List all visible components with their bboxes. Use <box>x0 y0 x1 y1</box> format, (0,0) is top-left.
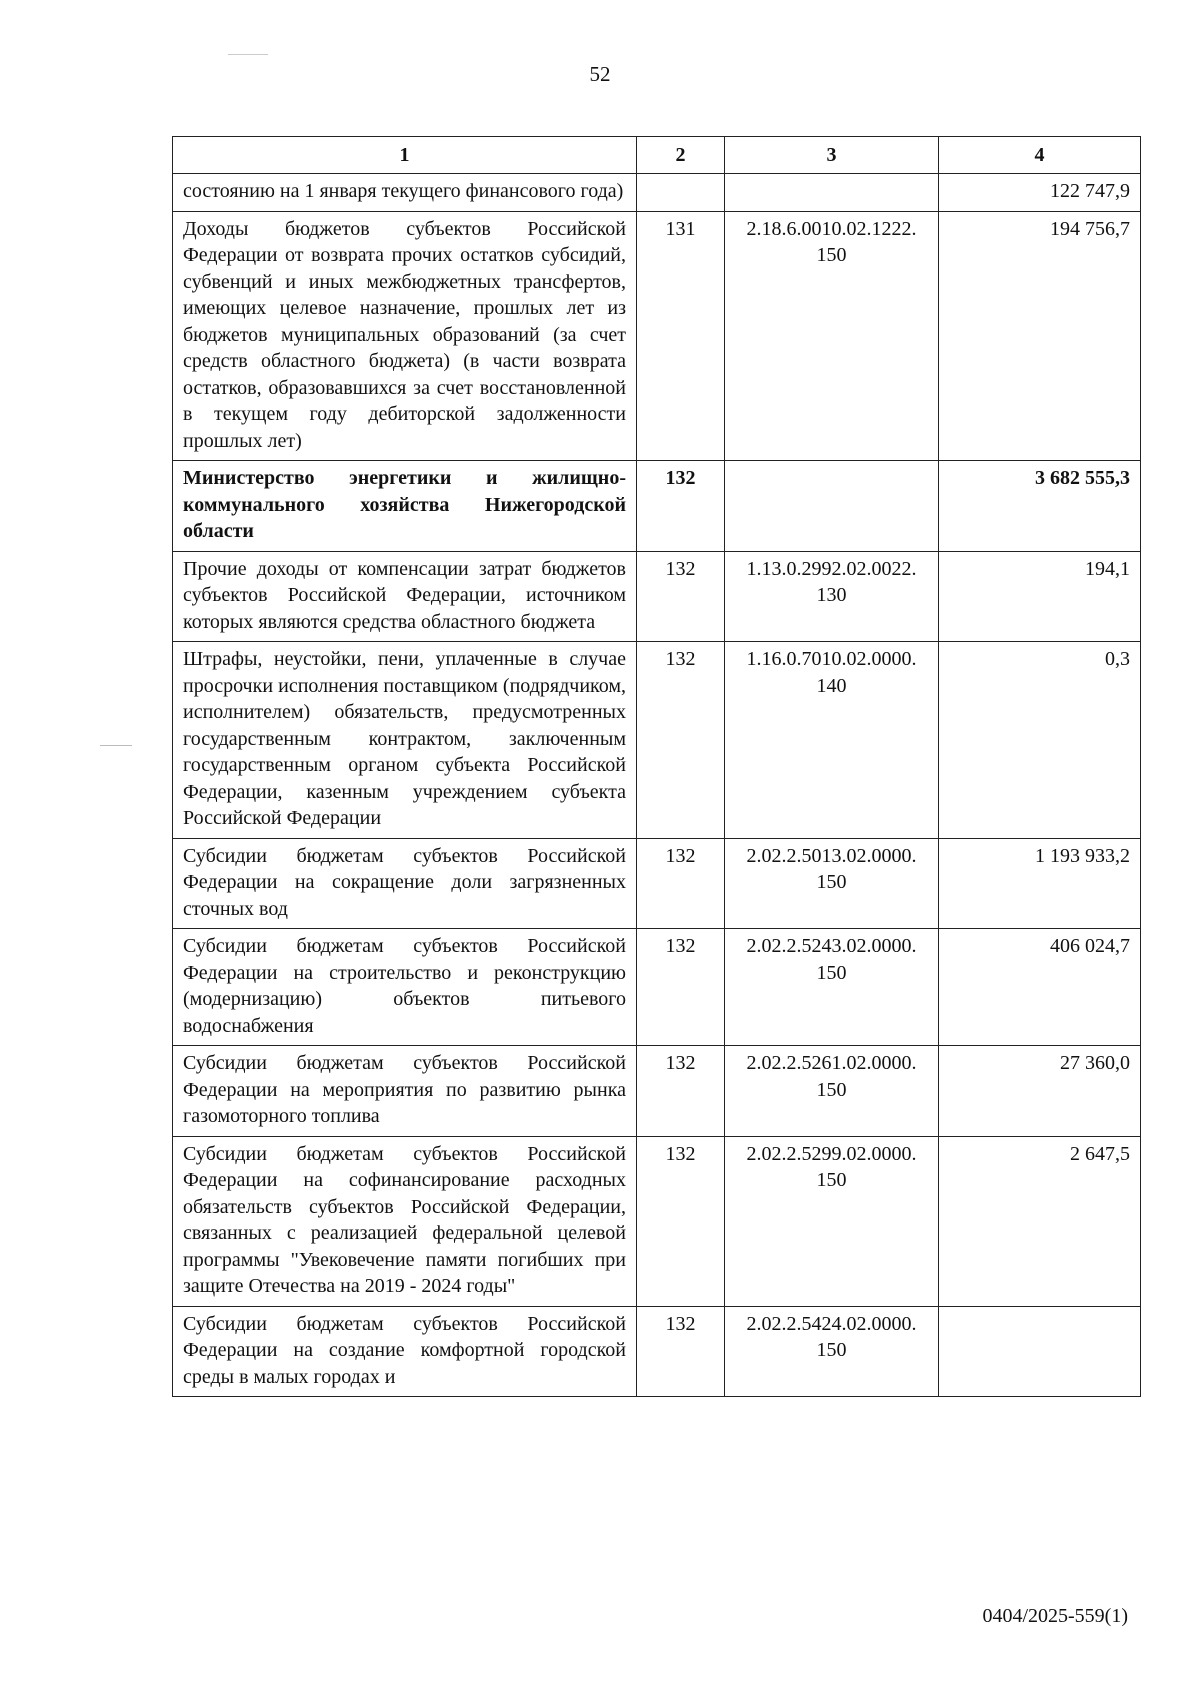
table-row <box>173 1046 1141 1137</box>
amount-cell: 194,1 <box>939 551 1141 642</box>
admin-code-cell: 132 <box>637 1046 725 1137</box>
name-cell: Доходы бюджетов субъектов Российской Федерации от возврата прочих остатков субсидий, субвенций и иных межбюджетных трансфертов, имеющих целевое назначение, прошлых лет из бюджетов муниципальных образований (за счет средств областного бюджета) (в части возврата остатков, образовавшихся за счет восстановленной в текущем году дебиторской задолженности прошлых лет) <box>173 211 637 461</box>
admin-code-cell: 132 <box>637 929 725 1046</box>
classification-code-cell: 2.02.2.5424.02.0000. 150 <box>725 1306 939 1397</box>
classification-code-cell: 2.02.2.5243.02.0000. 150 <box>725 929 939 1046</box>
table-row <box>173 838 1141 929</box>
table-row <box>173 929 1141 1046</box>
admin-code-cell: 131 <box>637 211 725 461</box>
table-row <box>173 1136 1141 1306</box>
name-cell: Субсидии бюджетам субъектов Российской Федерации на строительство и реконструкцию (модернизацию) объектов питьевого водоснабжения <box>173 929 637 1046</box>
classification-code-cell: 2.02.2.5013.02.0000. 150 <box>725 838 939 929</box>
amount-cell: 406 024,7 <box>939 929 1141 1046</box>
scan-mark <box>228 54 268 55</box>
admin-code-cell: 132 <box>637 838 725 929</box>
amount-cell: 3 682 555,3 <box>939 461 1141 552</box>
admin-code-cell: 132 <box>637 1136 725 1306</box>
page-number: 52 <box>589 62 611 86</box>
admin-code-cell: 132 <box>637 1306 725 1397</box>
admin-code-cell: 132 <box>637 642 725 839</box>
budget-table <box>172 136 1141 1397</box>
table-body <box>173 174 1141 1397</box>
column-header: 1 <box>173 137 637 174</box>
name-cell: Министерство энергетики и жилищно-коммунального хозяйства Нижегородской области <box>173 461 637 552</box>
amount-cell <box>939 1306 1141 1397</box>
table-row <box>173 551 1141 642</box>
classification-code-cell: 2.02.2.5299.02.0000. 150 <box>725 1136 939 1306</box>
name-cell: Субсидии бюджетам субъектов Российской Федерации на софинансирование расходных обязательств субъектов Российской Федерации, связанных с реализацией федеральной целевой программы "Увековечение памяти погибших при защите Отечества на 2019 - 2024 годы" <box>173 1136 637 1306</box>
name-cell: Штрафы, неустойки, пени, уплаченные в случае просрочки исполнения поставщиком (подрядчиком, исполнителем) обязательств, предусмотренных государственным контрактом, заключенным государственным органом субъекта Российской Федерации, казенным учреждением субъекта Российской Федерации <box>173 642 637 839</box>
amount-cell: 2 647,5 <box>939 1136 1141 1306</box>
amount-cell: 122 747,9 <box>939 174 1141 212</box>
table-header-row <box>173 137 1141 174</box>
amount-cell: 194 756,7 <box>939 211 1141 461</box>
classification-code-cell: 1.13.0.2992.02.0022. 130 <box>725 551 939 642</box>
column-header: 2 <box>637 137 725 174</box>
table-row <box>173 461 1141 552</box>
classification-code-cell: 2.02.2.5261.02.0000. 150 <box>725 1046 939 1137</box>
amount-cell: 1 193 933,2 <box>939 838 1141 929</box>
amount-cell: 27 360,0 <box>939 1046 1141 1137</box>
classification-code-cell <box>725 461 939 552</box>
amount-cell: 0,3 <box>939 642 1141 839</box>
column-header: 4 <box>939 137 1141 174</box>
name-cell: Субсидии бюджетам субъектов Российской Федерации на мероприятия по развитию рынка газомоторного топлива <box>173 1046 637 1137</box>
column-header: 3 <box>725 137 939 174</box>
scan-mark <box>100 745 132 746</box>
classification-code-cell: 2.18.6.0010.02.1222. 150 <box>725 211 939 461</box>
table-row <box>173 1306 1141 1397</box>
admin-code-cell: 132 <box>637 461 725 552</box>
name-cell: Прочие доходы от компенсации затрат бюджетов субъектов Российской Федерации, источником которых являются средства областного бюджета <box>173 551 637 642</box>
admin-code-cell: 132 <box>637 551 725 642</box>
classification-code-cell <box>725 174 939 212</box>
name-cell: Субсидии бюджетам субъектов Российской Федерации на сокращение доли загрязненных сточных вод <box>173 838 637 929</box>
name-cell: Субсидии бюджетам субъектов Российской Федерации на создание комфортной городской среды в малых городах и <box>173 1306 637 1397</box>
admin-code-cell <box>637 174 725 212</box>
table-row <box>173 174 1141 212</box>
name-cell: состоянию на 1 января текущего финансового года) <box>173 174 637 212</box>
table-row <box>173 211 1141 461</box>
document-code: 0404/2025-559(1) <box>982 1605 1128 1627</box>
table-row <box>173 642 1141 839</box>
classification-code-cell: 1.16.0.7010.02.0000. 140 <box>725 642 939 839</box>
